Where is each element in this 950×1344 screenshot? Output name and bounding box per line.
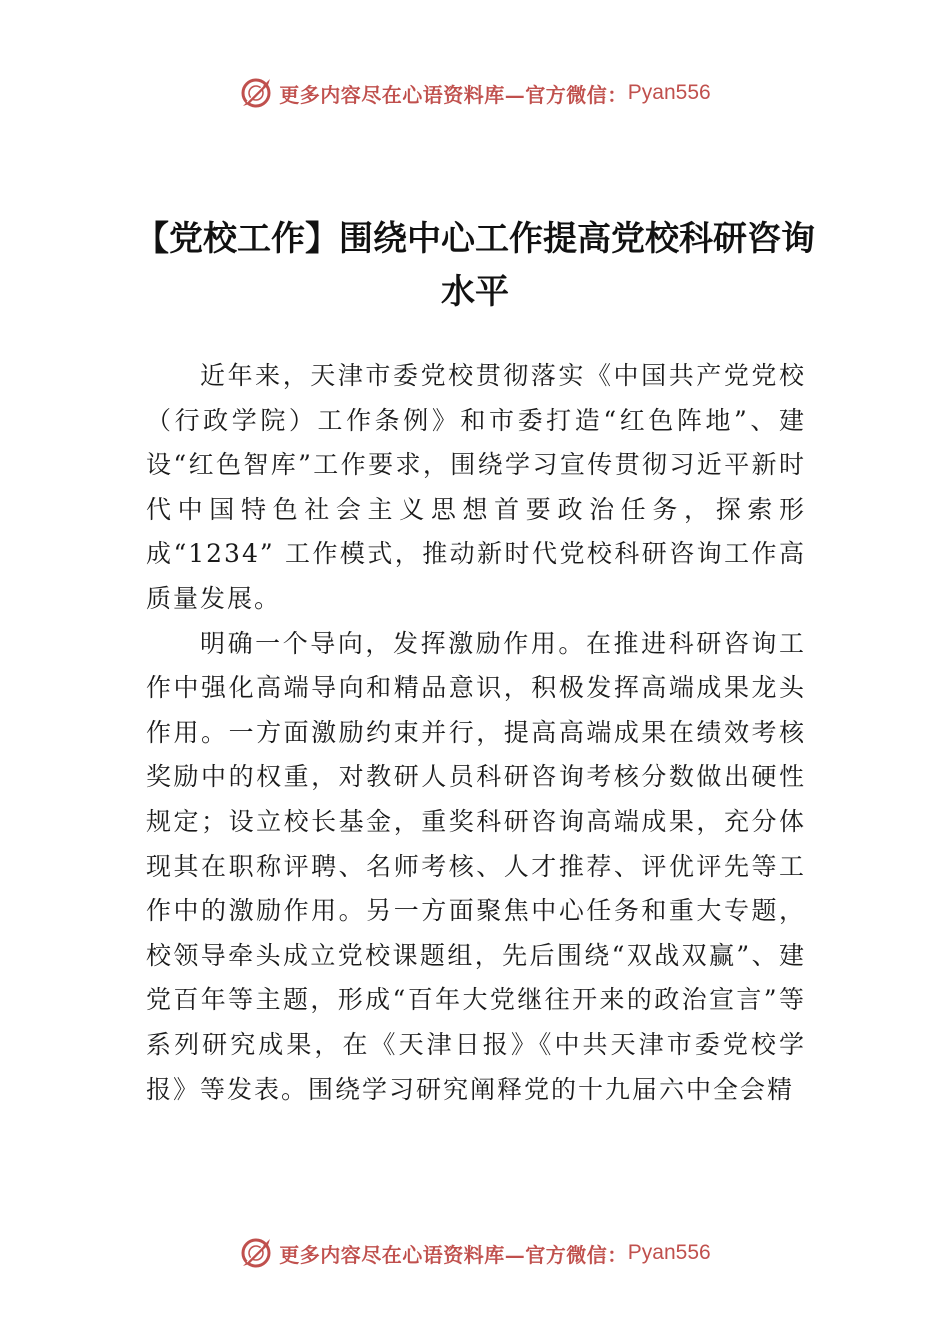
watermark-wechat-id: Pyan556 xyxy=(627,81,711,104)
paragraph: 近年来，天津市委党校贯彻落实《中国共产党党校（行政学院）工作条例》和市委打造“红色阵地”、建设“红色智库”工作要求，围绕学习宣传贯彻习近平新时代中国特色社会主义思想首要政治任务，探索形成“1234” 工作模式，推动新时代党校科研咨询工作高质量发展。 xyxy=(146,361,806,613)
watermark-wechat-id: Pyan556 xyxy=(627,1241,711,1264)
quill-logo-icon xyxy=(239,76,273,110)
quill-logo-icon xyxy=(239,1236,273,1270)
paragraph: 明确一个导向，发挥激励作用。在推进科研咨询工作中强化高端导向和精品意识，积极发挥高端成果龙头作用。一方面激励约束并行，提高高端成果在绩效考核奖励中的权重，对教研人员科研咨询考核分数做出硬性规定；设立校长基金，重奖科研咨询高端成果，充分体现其在职称评聘、名师考核、人才推荐、评优评先等工作中的激励作用。另一方面聚焦中心任务和重大专题，校领导牵头成立党校课题组，先后围绕“双战双赢”、建党百年等主题，形成“百年大党继往开来的政治宣言”等系列研究成果，在《天津日报》《中共天津市委党校学报》等发表。围绕学习研究阐释党的十九届六中全会精 xyxy=(146,628,806,1104)
document-body xyxy=(146,354,806,1112)
watermark-text: 更多内容尽在心语资料库—官方微信： xyxy=(279,82,628,107)
watermark-banner-bottom xyxy=(0,1233,950,1273)
document-title: 【党校工作】围绕中心工作提高党校科研咨询水平 xyxy=(135,219,815,312)
watermark-text: 更多内容尽在心语资料库—官方微信： xyxy=(279,1242,628,1267)
watermark-banner-top xyxy=(0,73,950,113)
